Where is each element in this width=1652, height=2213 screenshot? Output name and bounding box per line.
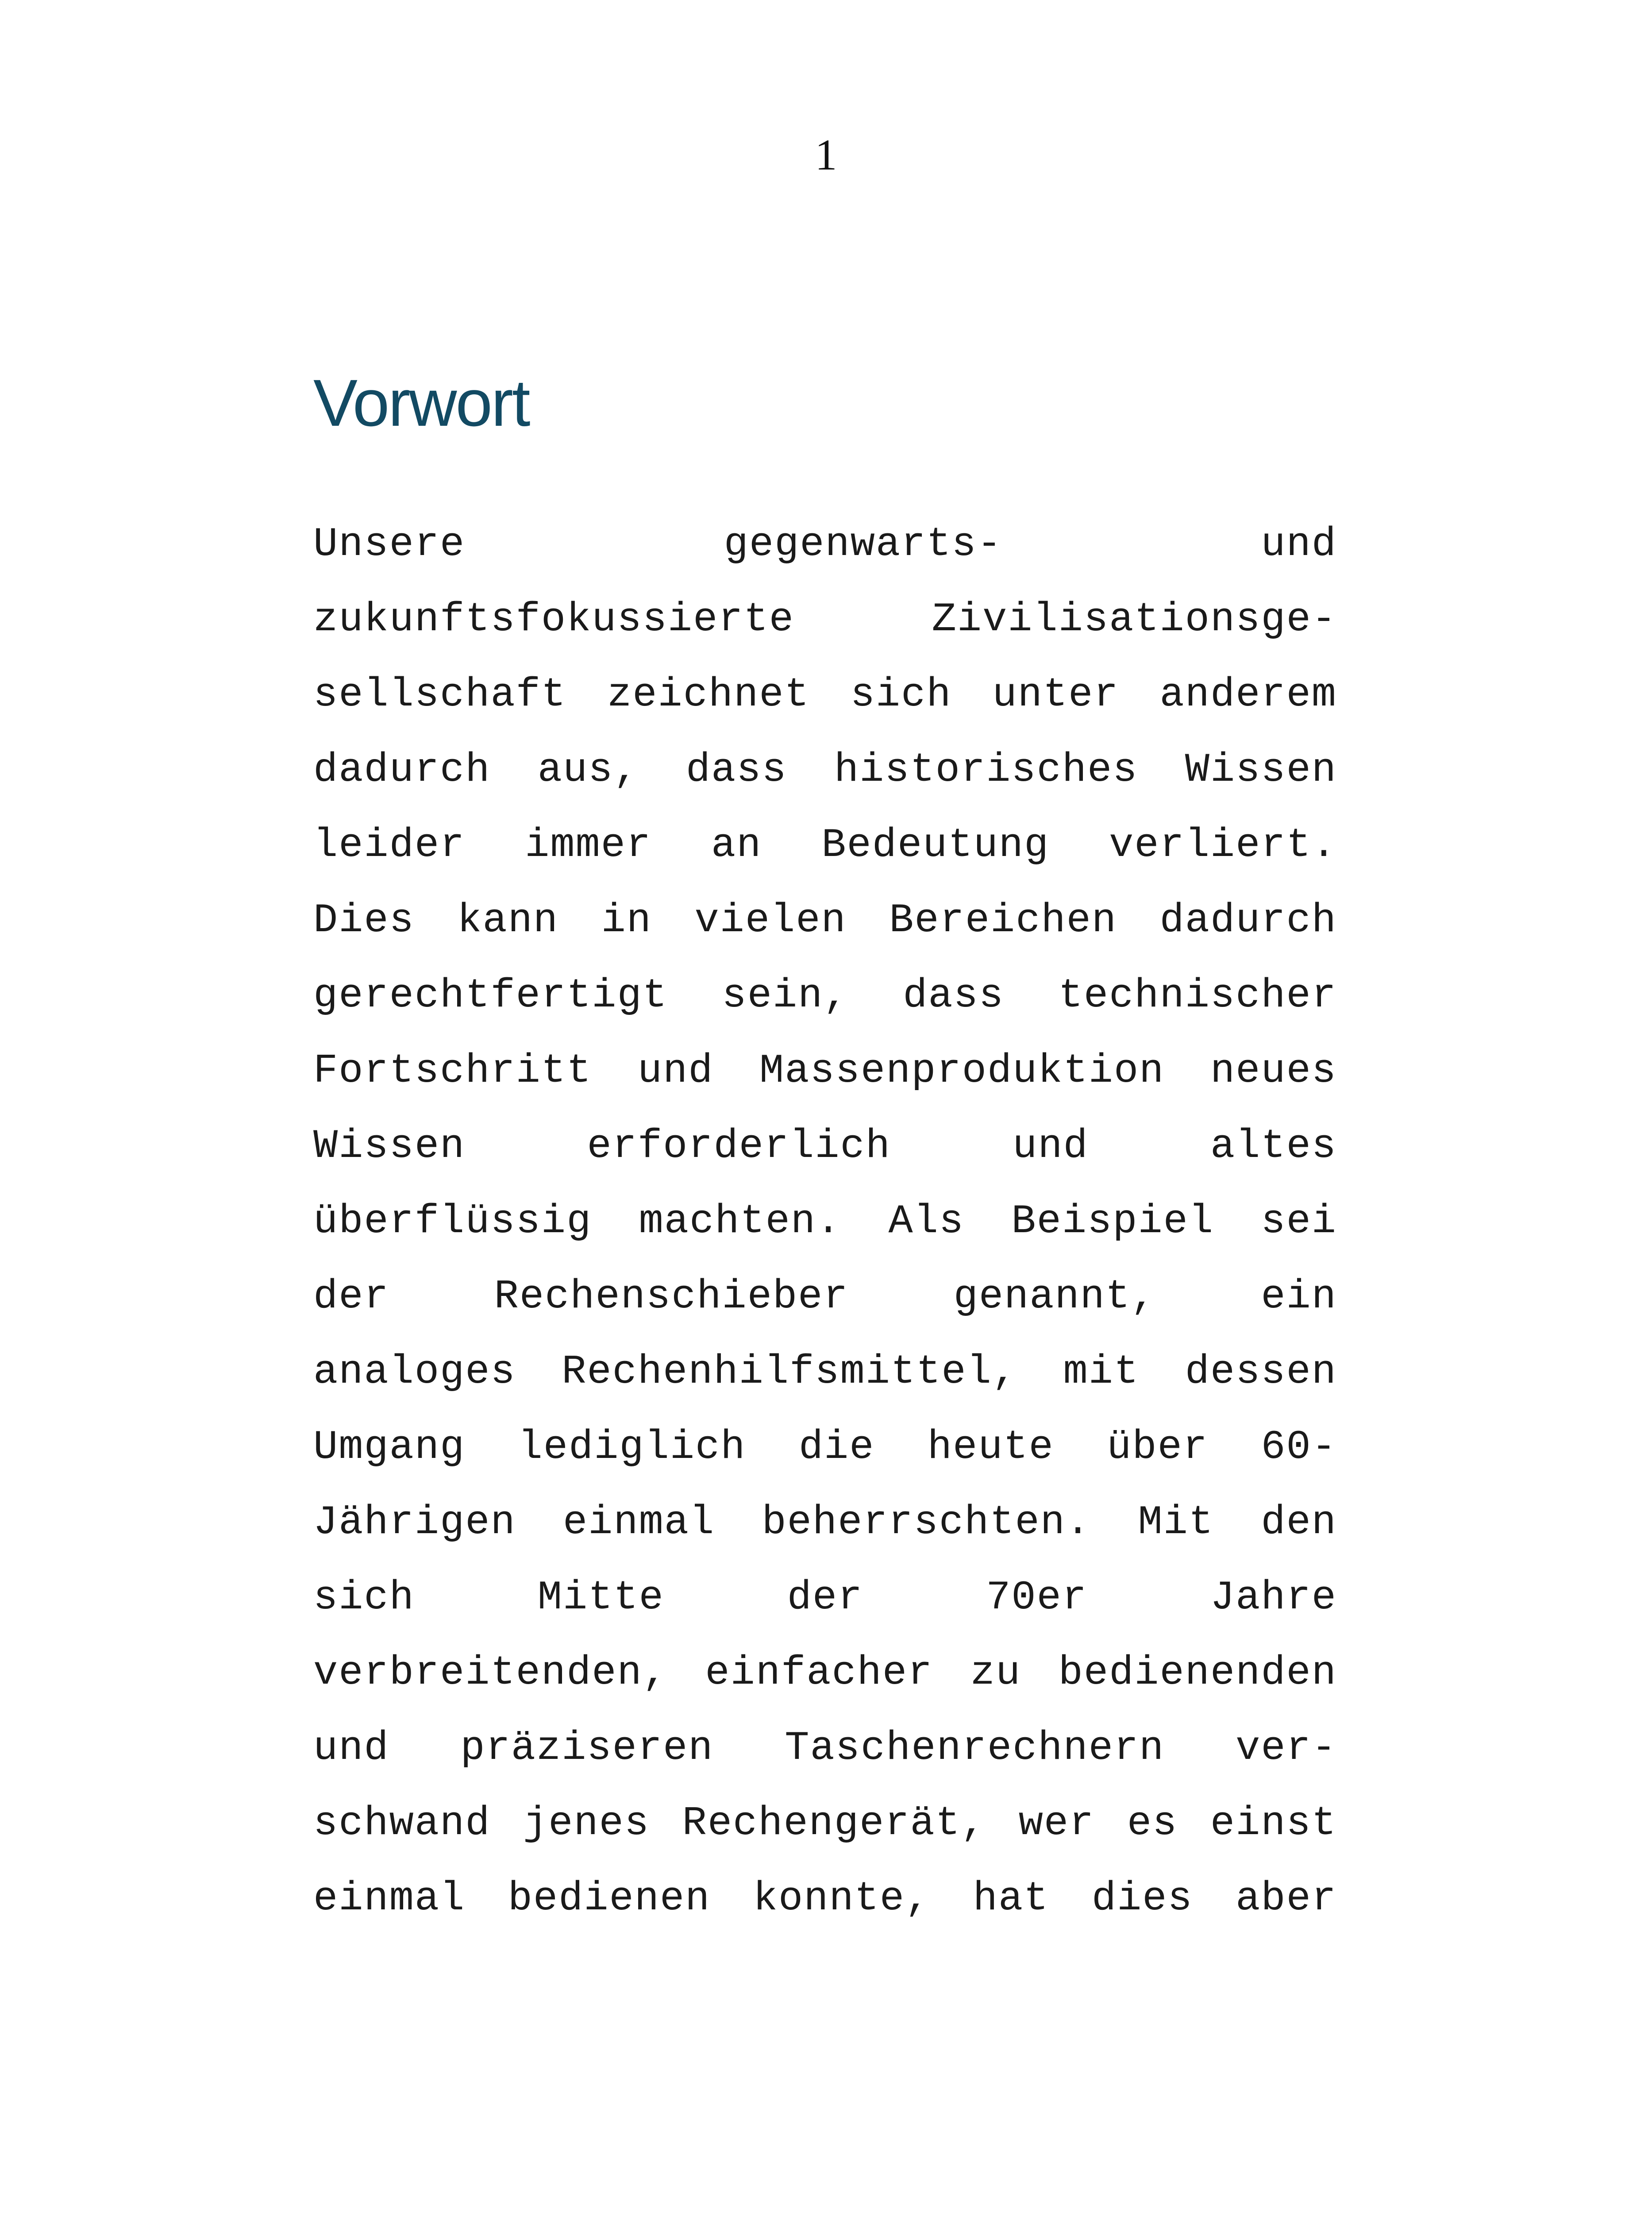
word: ein (1261, 1273, 1337, 1320)
word: genannt, (953, 1273, 1156, 1320)
chapter-title: Vorwort (313, 366, 529, 440)
text-line (313, 958, 1337, 1033)
word: wer (1018, 1800, 1095, 1847)
word: Wissen (313, 1123, 466, 1169)
text-line (313, 1184, 1337, 1259)
word: dadurch (1159, 897, 1337, 944)
word: der (787, 1574, 863, 1621)
word: technischer (1058, 972, 1337, 1019)
word: Als (888, 1198, 965, 1245)
word: Rechengerät, (682, 1800, 986, 1847)
word: Mit (1138, 1499, 1214, 1546)
word: sich (313, 1574, 415, 1621)
word: Dies (313, 897, 415, 944)
word: einfacher (705, 1650, 933, 1696)
word: zu (970, 1650, 1021, 1696)
word: Umgang (313, 1424, 466, 1470)
word: präziseren (460, 1725, 714, 1771)
word: in (601, 897, 652, 944)
word: anderem (1159, 671, 1337, 718)
word: analoges (313, 1349, 516, 1395)
word: Bereichen (889, 897, 1117, 944)
text-line (313, 883, 1337, 958)
word: hat (973, 1875, 1049, 1922)
word: bedienen (508, 1875, 711, 1922)
word: gegenwarts- (724, 521, 1002, 567)
word: mit (1063, 1349, 1140, 1395)
word: Mitte (537, 1574, 664, 1621)
word: leider (313, 822, 466, 868)
text-line (313, 582, 1337, 657)
word: sein, (722, 972, 849, 1019)
word: der (313, 1273, 389, 1320)
word: machten. (639, 1198, 842, 1245)
text-line (313, 1485, 1337, 1560)
text-line (313, 657, 1337, 733)
word: Wissen (1185, 747, 1337, 793)
text-line (313, 1786, 1337, 1861)
word: einmal (562, 1499, 715, 1546)
word: kann (457, 897, 559, 944)
word: beherrschten. (762, 1499, 1091, 1546)
word: historisches (834, 747, 1138, 793)
text-line (313, 808, 1337, 883)
word: Jahre (1210, 1574, 1337, 1621)
word: neues (1210, 1048, 1337, 1094)
word: Jährigen (313, 1499, 516, 1546)
word: erforderlich (587, 1123, 891, 1169)
word: sei (1261, 1198, 1337, 1245)
text-line (313, 1259, 1337, 1334)
word: verbreitenden, (313, 1650, 668, 1696)
word: aber (1236, 1875, 1337, 1922)
word: und (1261, 521, 1337, 567)
word: sich (850, 671, 952, 718)
word: überflüssig (313, 1198, 592, 1245)
word: unter (992, 671, 1119, 718)
text-line (313, 1410, 1337, 1485)
text-line (313, 1635, 1337, 1711)
word: 70er (986, 1574, 1088, 1621)
word: heute (927, 1424, 1054, 1470)
text-line (313, 507, 1337, 582)
word: gerechtfertigt (313, 972, 668, 1019)
word: Beispiel (1011, 1198, 1214, 1245)
word: dies (1091, 1875, 1193, 1922)
text-line (313, 1711, 1337, 1786)
word: zukunftsfokussierte (313, 596, 794, 643)
word: an (711, 822, 762, 868)
word: und (313, 1725, 389, 1771)
text-line (313, 1033, 1337, 1109)
word: dass (685, 747, 787, 793)
text-line (313, 1861, 1337, 1936)
word: zeichnet (607, 671, 810, 718)
text-line (313, 733, 1337, 808)
word: Rechenhilfsmittel, (562, 1349, 1017, 1395)
word: den (1261, 1499, 1337, 1546)
word: Massenproduktion (759, 1048, 1165, 1094)
word: sellschaft (313, 671, 567, 718)
word: Fortschritt (313, 1048, 592, 1094)
body-paragraph (313, 507, 1337, 1936)
word: über (1107, 1424, 1208, 1470)
page-number: 1 (815, 130, 837, 179)
word: einst (1210, 1800, 1337, 1847)
word: Taschenrechnern (785, 1725, 1165, 1771)
word: Bedeutung (821, 822, 1050, 868)
word: es (1127, 1800, 1178, 1847)
word: jenes (523, 1800, 650, 1847)
word: 60- (1261, 1424, 1337, 1470)
text-line (313, 1334, 1337, 1410)
word: dessen (1185, 1349, 1337, 1395)
word: Rechenschieber (494, 1273, 849, 1320)
word: altes (1210, 1123, 1337, 1169)
word: verliert. (1109, 822, 1337, 868)
word: vielen (694, 897, 847, 944)
word: und (637, 1048, 714, 1094)
word: ver- (1236, 1725, 1337, 1771)
word: lediglich (518, 1424, 746, 1470)
word: konnte, (753, 1875, 931, 1922)
word: schwand (313, 1800, 491, 1847)
word: dass (903, 972, 1005, 1019)
text-line (313, 1109, 1337, 1184)
word: aus, (537, 747, 639, 793)
word: bedienenden (1058, 1650, 1337, 1696)
text-line (313, 1560, 1337, 1635)
word: immer (525, 822, 652, 868)
word: die (798, 1424, 875, 1470)
word: Zivilisationsge- (932, 596, 1337, 643)
word: und (1013, 1123, 1089, 1169)
word: einmal (313, 1875, 466, 1922)
word: dadurch (313, 747, 491, 793)
word: Unsere (313, 521, 466, 567)
